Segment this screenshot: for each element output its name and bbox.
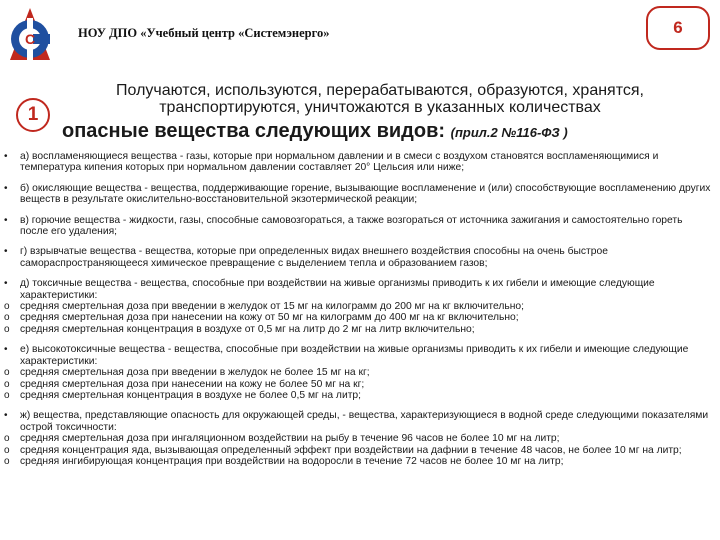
sub-item <box>4 433 712 444</box>
sub-item-text: средняя ингибирующая концентрация при воздействии на водоросли в течение 72 часов не более 10 мг на литр; <box>20 455 564 467</box>
sub-item <box>4 379 712 390</box>
company-logo <box>2 4 58 66</box>
bullet-marker: • <box>4 214 8 226</box>
sub-bullet-marker: o <box>4 444 10 456</box>
heading-colon: : <box>438 120 446 142</box>
sub-item-text: средняя смертельная доза при введении в желудок не более 15 мг на кг; <box>20 367 370 379</box>
sub-bullet-marker: o <box>4 367 10 379</box>
list-item-zh <box>4 410 712 433</box>
list-item-text: д) токсичные вещества - вещества, способные при воздействии на живые организмы приводить к их гибели и имеющие следующие характеристики: <box>20 278 655 301</box>
list-item-text: ж) вещества, представляющие опасность для окружающей среды, - вещества, характеризующиеся в водной среде следующими показателями острой токсичности: <box>20 410 709 433</box>
slide-number: 6 <box>673 18 683 37</box>
bullet-marker: • <box>4 151 8 162</box>
sub-item <box>4 301 712 312</box>
list-item-e <box>4 344 712 367</box>
list-item-b <box>4 183 712 206</box>
sub-bullet-marker: o <box>4 433 10 445</box>
bullet-marker: • <box>4 344 8 356</box>
bullet-marker: • <box>4 182 8 194</box>
sub-bullet-marker: o <box>4 378 10 390</box>
list-item-a <box>4 151 712 174</box>
sub-item <box>4 367 712 378</box>
list-item-g <box>4 246 712 269</box>
sub-item <box>4 445 712 456</box>
bullet-marker: • <box>4 278 8 290</box>
sub-bullet-marker: o <box>4 312 10 324</box>
list-item-text: б) окисляющие вещества - вещества, поддерживающие горение, вызывающие воспламенение и (или) способствующие воспламенению других веществ в результате окислительно-восстановительной экзотермической реакции; <box>20 182 711 206</box>
sub-bullet-marker: o <box>4 389 10 401</box>
sub-item <box>4 456 712 467</box>
heading-intro: Получаются, используются, перерабатываются, образуются, хранятся, транспортируются, уничтожаются в указанных количествах <box>116 82 644 116</box>
list-item-d <box>4 278 712 301</box>
heading-main-text: опасные вещества следующих видов <box>62 120 439 142</box>
sub-item <box>4 390 712 401</box>
list-item-text: а) воспламеняющиеся вещества - газы, которые при нормальном давлении и в смеси с воздухом становятся воспламеняющимися и температура кипения которых при нормальном давлении составляет 20° Цельсия или ниже; <box>20 151 659 174</box>
heading-main <box>62 120 712 143</box>
sub-item-text: средняя смертельная концентрация в воздухе от 0,5 мг на литр до 2 мг на литр включительно; <box>20 323 475 335</box>
sub-bullet-marker: o <box>4 301 10 313</box>
sub-item-text: средняя смертельная доза при нанесении на кожу не более 50 мг на кг; <box>20 378 365 390</box>
bullet-marker: • <box>4 246 8 258</box>
sub-bullet-marker: o <box>4 323 10 335</box>
point-number-badge <box>16 98 50 132</box>
list-item-text: е) высокотоксичные вещества - вещества, способные при воздействии на живые организмы приводить к их гибели и имеющие следующие характеристики: <box>20 344 689 367</box>
bullet-marker: • <box>4 410 8 422</box>
logo-letter: С <box>24 31 36 47</box>
sub-bullet-marker: o <box>4 455 10 467</box>
list-item-text: в) горючие вещества - жидкости, газы, способные самовозгораться, а также возгораться от источника зажигания и самостоятельно гореть после его удаления; <box>20 214 683 238</box>
sub-item <box>4 312 712 323</box>
sub-item-text: средняя смертельная доза при нанесении на кожу от 50 мг на килограмм до 400 мг на кг включительно; <box>20 312 519 324</box>
list-item-v <box>4 215 712 238</box>
law-reference: (прил.2 №116-ФЗ ) <box>450 125 568 140</box>
sub-item <box>4 324 712 335</box>
list-item-text: г) взрывчатые вещества - вещества, которые при определенных видах внешнего воздействия способны на очень быстрое самораспространяющееся химическое превращение с выделением тепла и образованием газов; <box>20 246 608 269</box>
sub-item-text: средняя смертельная доза при ингаляционном воздействии на рыбу в течение 96 часов не более 10 мг на литр; <box>20 433 560 445</box>
sub-item-text: средняя концентрация яда, вызывающая определенный эффект при воздействии на дафнии в течение 48 часов, не более 10 мг на литр; <box>20 444 682 456</box>
point-number: 1 <box>27 104 39 125</box>
substance-list <box>4 151 712 467</box>
slide-number-badge <box>646 6 710 50</box>
sub-item-text: средняя смертельная концентрация в воздухе не более 0,5 мг на литр; <box>20 389 361 401</box>
organization-name: НОУ ДПО «Учебный центр «Системэнерго» <box>78 26 330 40</box>
sub-item-text: средняя смертельная доза при введении в желудок от 15 мг на килограмм до 200 мг на кг включительно; <box>20 301 524 313</box>
